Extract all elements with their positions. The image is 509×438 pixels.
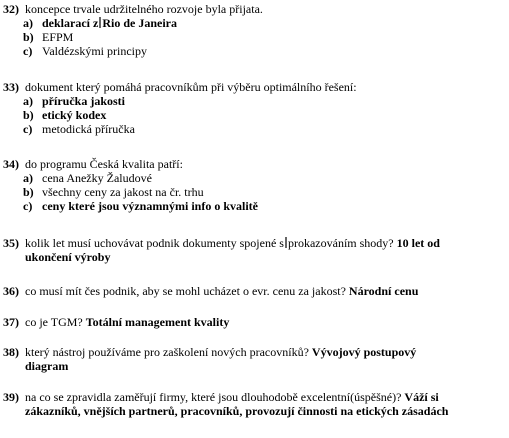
option-b <box>23 30 507 44</box>
question-33 <box>3 80 507 136</box>
answer: Vývojový postupový <box>311 345 417 359</box>
option-text: všechny ceny za jakost na čr. trhu <box>42 185 204 199</box>
question-39 <box>3 390 507 418</box>
answer: Národní cenu <box>348 284 419 298</box>
option-a <box>23 16 507 30</box>
option-letter: b) <box>23 30 34 44</box>
option-c <box>23 199 507 213</box>
option-text: cena Anežky Žaludové <box>42 171 152 185</box>
question-text: koncepce trvale udržitelného rozvoje byla přijata. <box>25 2 263 16</box>
option-a <box>23 94 507 108</box>
answer: Totální management kvality <box>85 315 230 329</box>
option-c <box>23 122 507 136</box>
answer: Váží si <box>404 390 439 404</box>
answer-continuation: zákazníků, vnějších partnerů, pracovníků, provozují činnosti na etických zásadách <box>25 404 449 418</box>
answer: 10 let od <box>396 236 440 250</box>
option-b <box>23 185 507 199</box>
option-letter: c) <box>23 122 33 136</box>
option-letter: a) <box>23 16 33 30</box>
text-cursor-mark <box>285 237 287 248</box>
option-letter: a) <box>23 94 33 108</box>
answer-continuation: diagram <box>25 359 69 373</box>
option-c <box>23 44 507 58</box>
question-text: kolik let musí uchovávat podnik dokumenty spojené s prokazováním shody? 10 let od <box>25 236 440 250</box>
question-number: 34) <box>3 157 19 171</box>
question-number: 35) <box>3 236 19 250</box>
option-letter: c) <box>23 199 33 213</box>
option-letter: b) <box>23 185 34 199</box>
option-text: deklarací z Rio de Janeira <box>42 16 177 30</box>
option-text: metodická příručka <box>42 122 135 136</box>
question-38 <box>3 345 507 373</box>
option-a <box>23 171 507 185</box>
question-number: 36) <box>3 284 19 298</box>
option-b <box>23 108 507 122</box>
option-letter: b) <box>23 108 34 122</box>
option-text: Valdézskými principy <box>42 44 147 58</box>
question-text: do programu Česká kvalita patří: <box>25 157 183 171</box>
option-text: etický kodex <box>42 108 107 122</box>
option-text: příručka jakosti <box>42 94 126 108</box>
question-text: dokument který pomáhá pracovníkům při výběru optimálního řešení: <box>25 80 357 94</box>
question-36 <box>3 284 507 298</box>
question-text: na co se zpravidla zaměřují firmy, které jsou dlouhodobě excelentní(úspěšné)? Váží si <box>25 390 439 404</box>
question-number: 39) <box>3 390 19 404</box>
option-text: EFPM <box>42 30 74 44</box>
question-37 <box>3 315 507 329</box>
option-letter: a) <box>23 171 33 185</box>
question-number: 38) <box>3 345 19 359</box>
question-text: který nástroj používáme pro zaškolení nových pracovníků? Vývojový postupový <box>25 345 417 359</box>
question-34 <box>3 157 507 213</box>
question-32 <box>3 2 507 58</box>
question-text: co musí mít čes podnik, aby se mohl ucházet o evr. cenu za jakost? Národní cenu <box>25 284 419 298</box>
question-35 <box>3 236 507 264</box>
option-letter: c) <box>23 44 33 58</box>
question-text: co je TGM? Totální management kvality <box>25 315 230 329</box>
question-number: 33) <box>3 80 19 94</box>
question-number: 32) <box>3 2 19 16</box>
answer-continuation: ukončení výroby <box>25 250 111 264</box>
option-text: ceny které jsou významnými info o kvalitě <box>42 199 258 213</box>
question-number: 37) <box>3 315 19 329</box>
